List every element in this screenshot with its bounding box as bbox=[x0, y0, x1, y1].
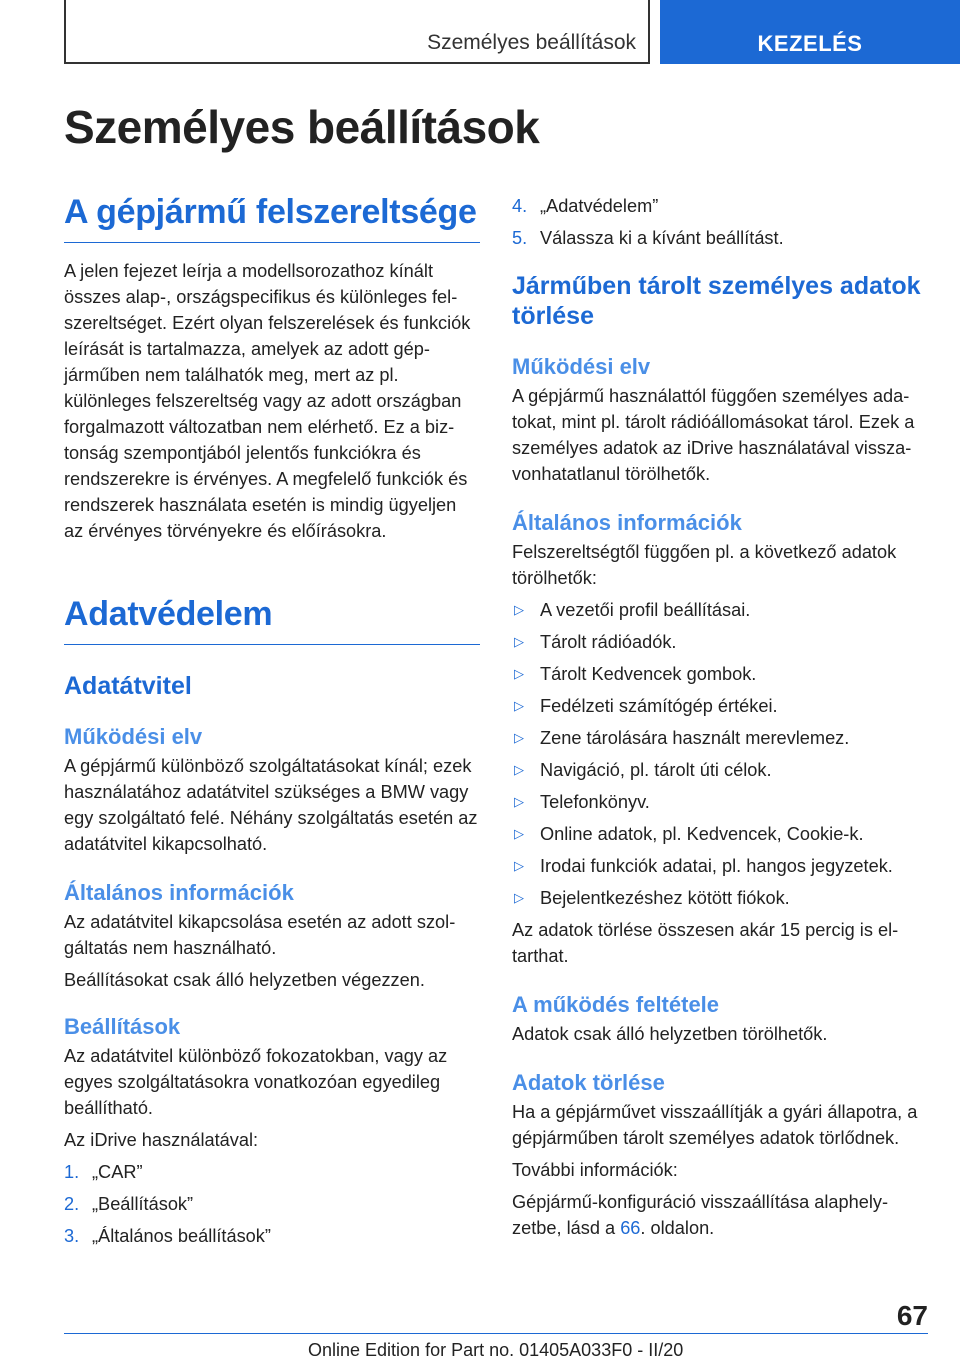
heading-general-info: Általános információk bbox=[512, 510, 742, 535]
heading-general-info: Általános információk bbox=[64, 880, 294, 905]
bullet-text: Bejelentkezéshez kötött fiókok. bbox=[540, 888, 790, 908]
list-item bbox=[512, 725, 928, 751]
bullet-icon: ▷ bbox=[514, 602, 524, 617]
heading-deleting-data: Adatok törlése bbox=[512, 1070, 665, 1095]
step-text: „Beállítások” bbox=[92, 1194, 194, 1214]
step-number: 4. bbox=[512, 196, 528, 216]
list-item bbox=[512, 757, 928, 783]
heading-data-transfer: Adatátvitel bbox=[64, 672, 192, 700]
list-item bbox=[64, 1223, 480, 1249]
step-text: Válassza ki a kívánt beállítást. bbox=[540, 228, 784, 248]
page-title: Személyes beállítások bbox=[64, 101, 540, 153]
bullet-icon: ▷ bbox=[514, 890, 524, 905]
bullet-text: A vezetői profil beállításai. bbox=[540, 600, 751, 620]
bullet-icon: ▷ bbox=[514, 730, 524, 745]
heading-principle: Működési elv bbox=[512, 354, 651, 379]
paragraph-duration: Az adatok törlése összesen akár 15 percig is eltarthat. bbox=[512, 920, 899, 966]
page-reference-link[interactable]: 66 bbox=[620, 1218, 641, 1238]
step-number: 2. bbox=[64, 1194, 80, 1214]
paragraph-settings-1: Az adatátvitel különböző fokozatokban, vagy az egyes szolgáltatásokra vonatkozóan egyedileg beállítható. bbox=[64, 1046, 448, 1118]
bullet-icon: ▷ bbox=[514, 666, 524, 681]
footer-divider bbox=[64, 1333, 928, 1334]
bullet-icon: ▷ bbox=[514, 858, 524, 873]
paragraph-condition: Adatok csak álló helyzetben törölhetők. bbox=[512, 1024, 828, 1044]
reference-text: Gépjármű-konfiguráció visszaállítása alaphelyzetbe, lásd a bbox=[512, 1192, 889, 1238]
step-text: „Adatvédelem” bbox=[540, 196, 659, 216]
list-item bbox=[512, 629, 928, 655]
paragraph-principle: A gépjármű különböző szolgáltatásokat kínál; ezek használatához adatátvitel szükséges a BMW vagy egy szolgáltató felé. Néhány szolgáltatás esetén az adatátvitel kikapcsolható. bbox=[64, 756, 478, 854]
bullet-icon: ▷ bbox=[514, 698, 524, 713]
list-item bbox=[512, 853, 928, 879]
left-column bbox=[64, 190, 480, 1249]
list-item bbox=[512, 789, 928, 815]
deletable-data-list bbox=[512, 597, 928, 911]
list-item bbox=[512, 225, 928, 251]
heading-condition: A működés feltétele bbox=[512, 992, 720, 1017]
header-section-title: Személyes beállítások bbox=[427, 31, 636, 54]
reference-suffix: . oldalon. bbox=[640, 1218, 715, 1238]
heading-privacy: Adatvédelem bbox=[64, 592, 480, 645]
paragraph-more-info: További információk: bbox=[512, 1160, 678, 1180]
paragraph-general-1: Az adatátvitel kikapcsolása esetén az adott szolgáltatás nem használható. bbox=[64, 912, 456, 958]
list-item bbox=[512, 597, 928, 623]
bullet-text: Zene tárolására használt merevlemez. bbox=[540, 728, 850, 748]
heading-principle: Működési elv bbox=[64, 724, 203, 749]
paragraph-deleting: Ha a gépjárművet visszaállítják a gyári állapotra, a gépjárműben tárolt személyes adatok törlődnek. bbox=[512, 1102, 918, 1148]
paragraph-general: Felszereltségtől függően pl. a következő adatok törölhetők: bbox=[512, 542, 897, 588]
heading-equipment: A gépjármű felszereltsége bbox=[64, 190, 480, 243]
list-item bbox=[512, 661, 928, 687]
bullet-text: Tárolt rádióadók. bbox=[540, 632, 677, 652]
steps-list-continued bbox=[512, 193, 928, 251]
bullet-text: Irodai funkciók adatai, pl. hangos jegyzetek. bbox=[540, 856, 893, 876]
header-section-tab bbox=[64, 0, 650, 64]
step-text: „CAR” bbox=[92, 1162, 143, 1182]
paragraph-settings-2: Az iDrive használatával: bbox=[64, 1130, 259, 1150]
bullet-text: Telefonkönyv. bbox=[540, 792, 650, 812]
page-number: 67 bbox=[896, 1300, 928, 1331]
bullet-text: Navigáció, pl. tárolt úti célok. bbox=[540, 760, 772, 780]
right-column bbox=[512, 190, 928, 1241]
paragraph-general-2: Beállításokat csak álló helyzetben végezzen. bbox=[64, 970, 425, 990]
step-number: 1. bbox=[64, 1162, 80, 1182]
list-item bbox=[512, 193, 928, 219]
paragraph-equipment: A jelen fejezet leírja a modellsorozathoz kínált összes alap-, országspecifikus és különleges felszereltséget. Ezért olyan felszerelések és funkciók leírását is tartalmazza, amelyek az adott gépjárműben nem találhatók meg, mert az pl. különleges felszereltség vagy az adott országban forgalmazott változatban nem elérhető. Ez a biztonság szempontjából jelentős funkciókra és rendszerekre is érvényes. A megfelelő funkciók és rendszerek használata esetén is mindig ügyeljen az érvényes törvényekre és előírásokra. bbox=[64, 261, 471, 541]
bullet-icon: ▷ bbox=[514, 762, 524, 777]
bullet-icon: ▷ bbox=[514, 826, 524, 841]
list-item bbox=[64, 1159, 480, 1185]
paragraph-principle: A gépjármű használattól függően személyes adatokat, mint pl. tárolt rádióállomásokat tárol. Ezek a személyes adatok az iDrive használatával visszavonhatatlanul törölhetők. bbox=[512, 386, 915, 484]
steps-list bbox=[64, 1159, 480, 1249]
step-number: 5. bbox=[512, 228, 528, 248]
bullet-icon: ▷ bbox=[514, 794, 524, 809]
step-text: „Általános beállítások” bbox=[92, 1226, 271, 1246]
list-item bbox=[64, 1191, 480, 1217]
page-header bbox=[64, 0, 960, 64]
step-number: 3. bbox=[64, 1226, 80, 1246]
list-item bbox=[512, 693, 928, 719]
list-item bbox=[512, 885, 928, 911]
header-chapter-title: KEZELÉS bbox=[757, 31, 863, 56]
bullet-text: Fedélzeti számítógép értékei. bbox=[540, 696, 778, 716]
heading-settings: Beállítások bbox=[64, 1014, 181, 1039]
footer-edition: Online Edition for Part no. 01405A033F0 - II/20 bbox=[308, 1340, 684, 1360]
header-chapter-tab bbox=[660, 0, 960, 64]
bullet-text: Online adatok, pl. Kedvencek, Cookie-k. bbox=[540, 824, 864, 844]
bullet-icon: ▷ bbox=[514, 634, 524, 649]
bullet-text: Tárolt Kedvencek gombok. bbox=[540, 664, 757, 684]
paragraph-reference bbox=[512, 1189, 928, 1241]
heading-delete-personal-data: Járműben tárolt személyes adatok törlése bbox=[512, 272, 921, 330]
list-item bbox=[512, 821, 928, 847]
